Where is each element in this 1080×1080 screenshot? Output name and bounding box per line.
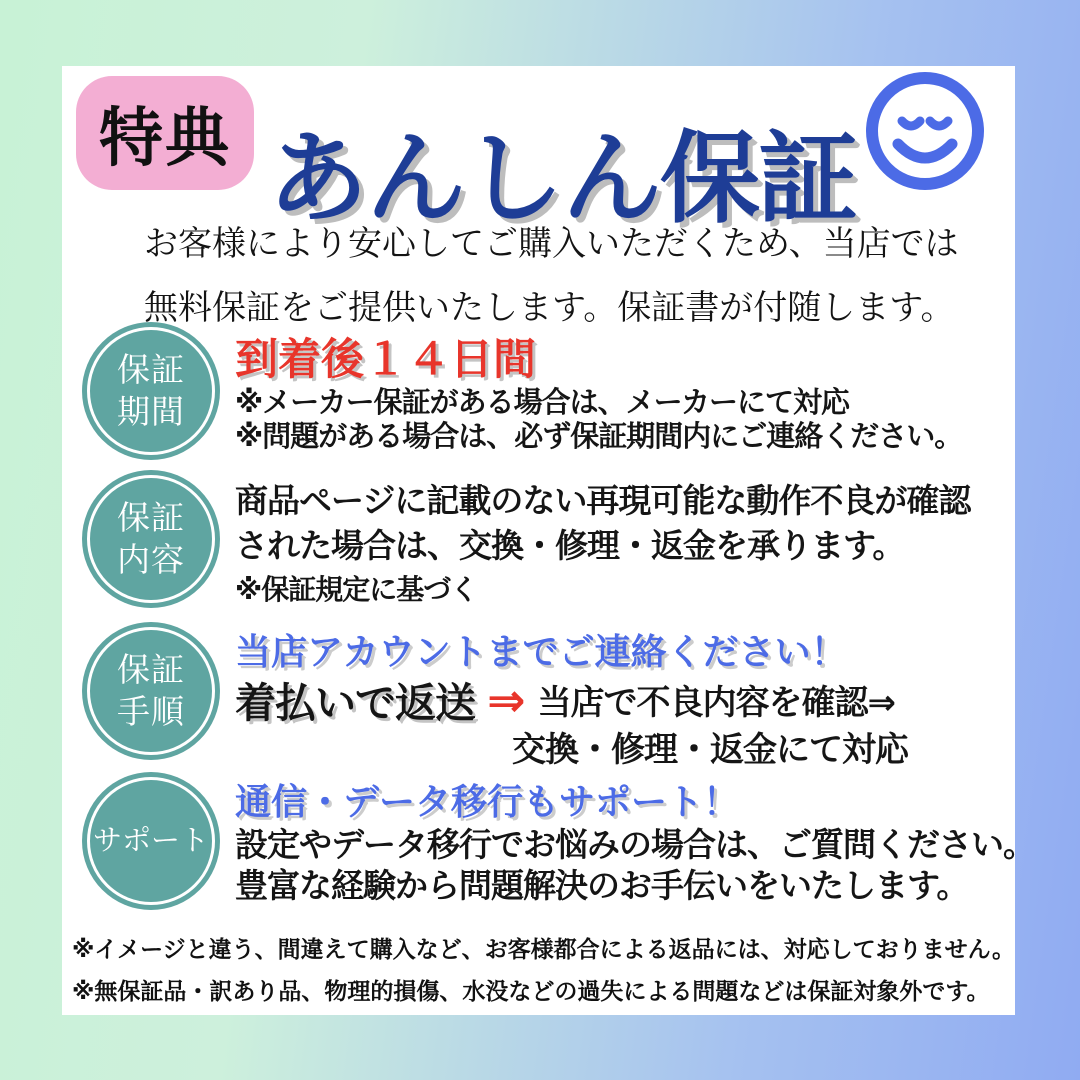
badge-label-line: 保証 (117, 651, 185, 688)
page-title: あんしん保証 (268, 123, 856, 235)
warranty-period-note-1: ※メーカー保証がある場合は、メーカーにて対応 (235, 387, 850, 419)
intro-line-1: お客様により安心してご購入いただくため、当店では (144, 225, 959, 263)
benefit-badge (76, 76, 254, 190)
intro-text (144, 212, 959, 340)
step-return-label: 着払いで返送 (235, 680, 475, 726)
section-badge-warranty-procedure (82, 622, 220, 760)
warranty-card (62, 66, 1035, 1015)
section-badge-support (82, 772, 220, 910)
warranty-period-note-2: ※問題がある場合は、必ず保証期間内にご連絡ください。 (235, 421, 963, 453)
section-badge-warranty-coverage (82, 470, 220, 608)
footer-note-2: ※無保証品・訳あり品、物理的損傷、水没などの過失による問題などは保証対象外です。 (72, 978, 990, 1004)
badge-label-line: 保証 (117, 351, 185, 388)
warranty-coverage-note: ※保証規定に基づく (235, 574, 478, 605)
section-badge-warranty-period (82, 322, 220, 460)
warranty-procedure-result: 交換・修理・返金にて対応 (512, 731, 908, 769)
warranty-procedure-heading: 当店アカウントまでご連絡ください！ (235, 631, 847, 672)
warranty-procedure-step (235, 670, 895, 729)
red-arrow-icon: ⇒ (487, 673, 526, 726)
benefit-badge-label: 特典 (99, 102, 231, 174)
warranty-coverage-line-2: された場合は、交換・修理・返金を承ります。 (235, 527, 905, 564)
step-confirm-label: 当店で不良内容を確認⇒ (537, 684, 896, 722)
smiley-icon (862, 68, 988, 199)
support-line-1: 設定やデータ移行でお悩みの場合は、ご質問ください。 (235, 826, 1035, 863)
badge-label-line: 保証 (117, 499, 185, 536)
footer-note-1: ※イメージと違う、間違えて購入など、お客様都合による返品には、対応しておりません。 (72, 936, 1016, 962)
badge-label-line: 手順 (117, 693, 185, 730)
warranty-coverage-line-1: 商品ページに記載のない再現可能な動作不良が確認 (235, 482, 971, 519)
badge-label-line: 内容 (117, 541, 185, 578)
warranty-period-title: 到着後１４日間 (235, 336, 536, 384)
intro-line-2: 無料保証をご提供いたします。保証書が付随します。 (144, 289, 955, 327)
badge-label-line: サポート (92, 825, 209, 857)
support-heading: 通信・データ移行もサポート！ (235, 781, 740, 822)
badge-label-line: 期間 (117, 393, 185, 430)
support-line-2: 豊富な経験から問題解決のお手伝いをいたします。 (235, 867, 969, 904)
